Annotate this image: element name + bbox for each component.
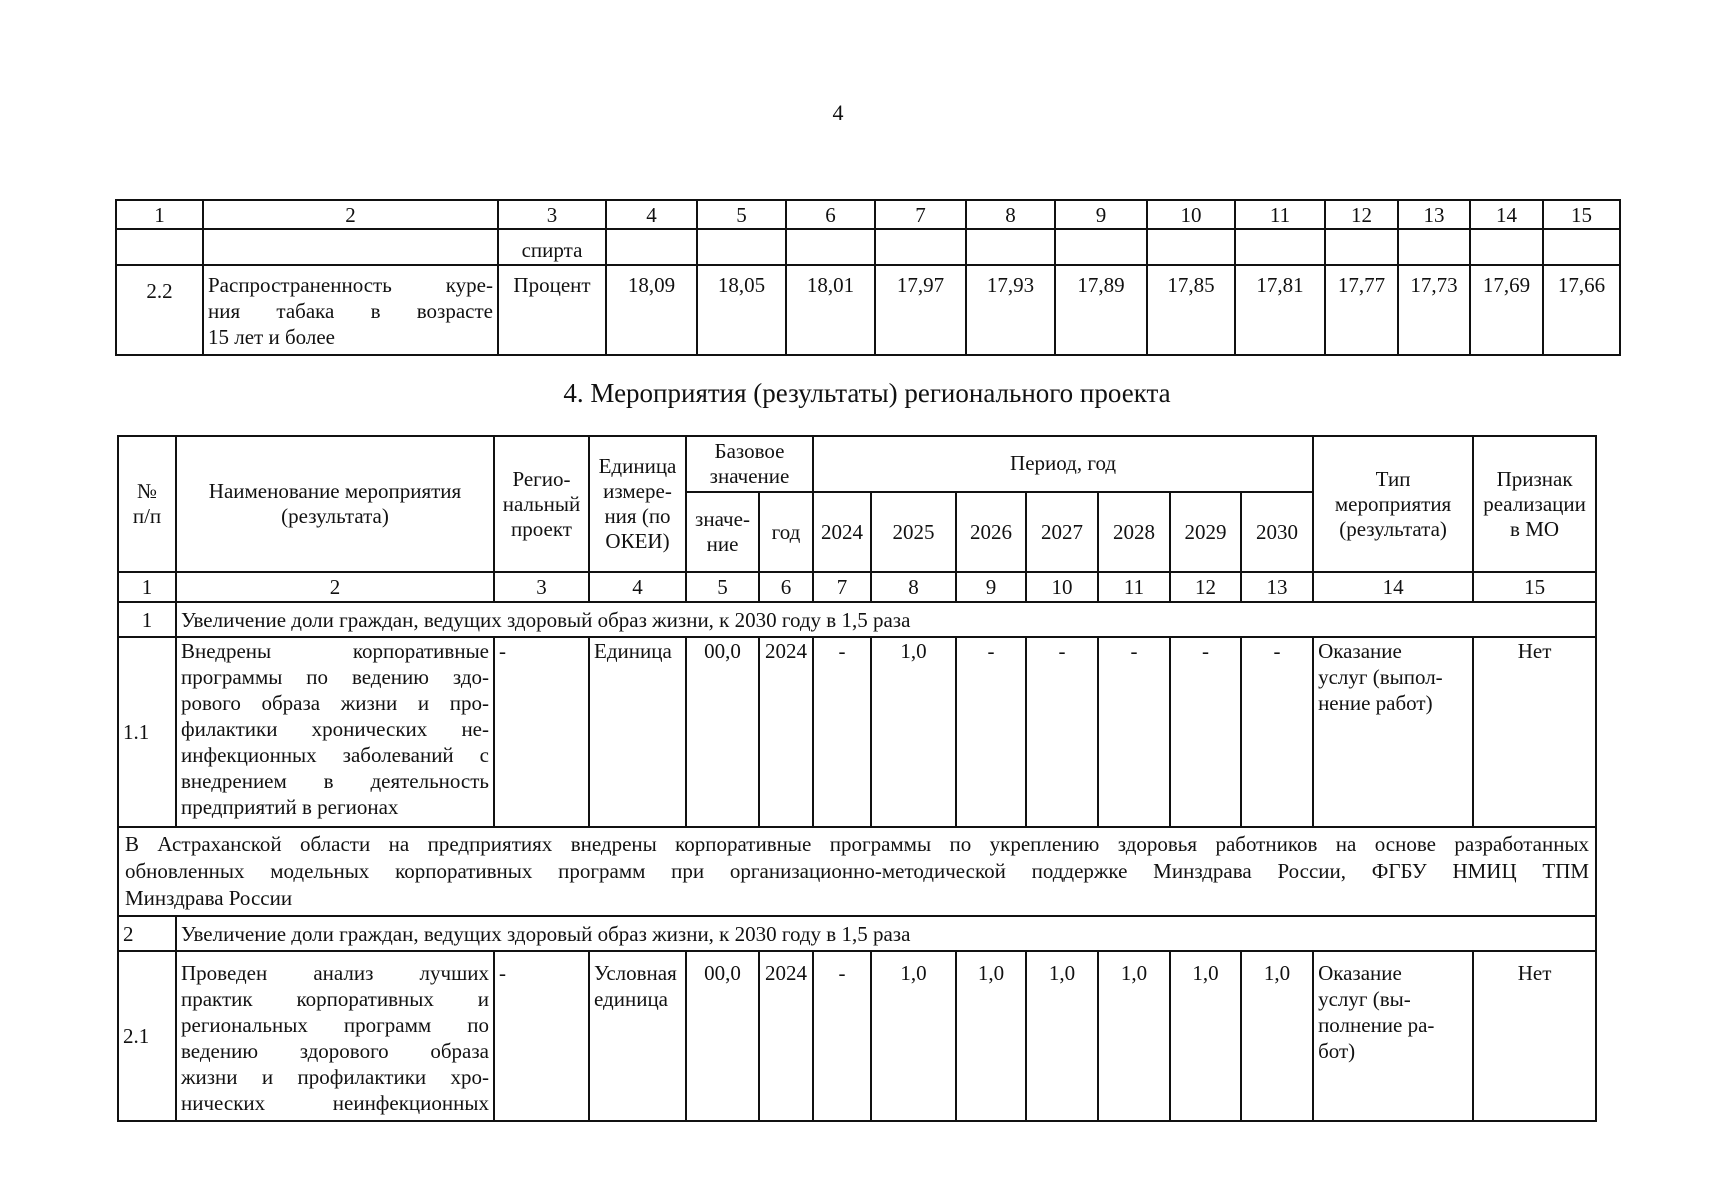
- text-line: значение: [709, 464, 790, 488]
- header-row: [118, 436, 1596, 492]
- text-line: Базовое: [714, 439, 785, 463]
- table-cell: [966, 229, 1055, 265]
- value: 18,09: [606, 265, 697, 355]
- column-number: 11: [1098, 572, 1170, 602]
- header-base-value: [686, 436, 813, 492]
- column-number: 6: [786, 200, 875, 229]
- base-year: 2024: [759, 637, 813, 827]
- year-value: -: [956, 637, 1026, 827]
- base-year: 2024: [759, 951, 813, 1121]
- value: 17,81: [1235, 265, 1325, 355]
- events-table: [117, 435, 1597, 1122]
- unit: [589, 951, 686, 1121]
- text-line: (результата): [281, 504, 389, 528]
- year-value: 1,0: [871, 637, 956, 827]
- column-number: 4: [606, 200, 697, 229]
- table-row: [118, 951, 1596, 1121]
- mo-flag: Нет: [1473, 951, 1596, 1121]
- header-year: 2025: [871, 492, 956, 572]
- item-name: [176, 637, 494, 827]
- text-line: предприятий в регионах: [181, 795, 399, 819]
- column-number: 8: [871, 572, 956, 602]
- text-line: реализации: [1483, 491, 1586, 516]
- event-type: [1313, 951, 1473, 1121]
- group-title: Увеличение доли граждан, ведущих здоровый образ жизни, к 2030 году в 1,5 раза: [176, 602, 1596, 637]
- table-cell: [606, 229, 697, 265]
- value: 18,05: [697, 265, 786, 355]
- text-line: региональных программ по: [181, 1013, 489, 1037]
- header-year: 2030: [1241, 492, 1313, 572]
- column-number: 10: [1026, 572, 1098, 602]
- base-value: 00,0: [686, 951, 759, 1121]
- text-line: единица: [594, 987, 669, 1011]
- text-line: полнение ра-: [1318, 1013, 1435, 1037]
- text-line: Признак: [1496, 466, 1573, 491]
- table-cell: [1543, 229, 1620, 265]
- table-cell: [786, 229, 875, 265]
- header-mo-flag: [1473, 436, 1596, 572]
- unit-fragment: спирта: [498, 229, 606, 265]
- text-line: филактики хронических не-: [181, 717, 489, 741]
- table-cell: [1470, 229, 1543, 265]
- table-row: [116, 229, 1620, 265]
- year-value: -: [1241, 637, 1313, 827]
- event-type: [1313, 637, 1473, 827]
- text-line: Тип: [1375, 466, 1411, 491]
- text-line: ния (по: [604, 504, 671, 528]
- indicators-table-continuation: [115, 199, 1621, 356]
- column-number: 13: [1398, 200, 1470, 229]
- header-unit: [589, 436, 686, 572]
- text-line: практик корпоративных и: [181, 987, 489, 1011]
- column-number: 14: [1313, 572, 1473, 602]
- text-line: Условная: [594, 961, 677, 985]
- text-line: Единица: [594, 639, 672, 663]
- year-value: -: [813, 637, 871, 827]
- value: 17,69: [1470, 265, 1543, 355]
- unit: Процент: [498, 265, 606, 355]
- year-value: 1,0: [1241, 951, 1313, 1121]
- column-number: 4: [589, 572, 686, 602]
- header-year: 2024: [813, 492, 871, 572]
- header-year: 2026: [956, 492, 1026, 572]
- text-line: программы по ведению здо-: [181, 665, 489, 689]
- header-type: [1313, 436, 1473, 572]
- indicator-name: [203, 265, 498, 355]
- text-line: нение работ): [1318, 691, 1433, 715]
- text-line: нических неинфекционных: [181, 1091, 489, 1115]
- row-number: 2.2: [116, 265, 203, 355]
- text-line: обновленных модельных корпоративных программ при организационно-методической поддержке Минздрава России, ФГБУ НМИЦ ТПМ: [125, 859, 1590, 883]
- header-base-year: год: [759, 492, 813, 572]
- column-number: 15: [1543, 200, 1620, 229]
- value: 18,01: [786, 265, 875, 355]
- group-title: Увеличение доли граждан, ведущих здоровый образ жизни, к 2030 году в 1,5 раза: [176, 916, 1596, 951]
- section-title: 4. Мероприятия (результаты) регионального проекта: [563, 378, 1171, 408]
- table-cell: [1398, 229, 1470, 265]
- item-number: 2.1: [118, 951, 176, 1121]
- text-line: Внедрены корпоративные: [181, 639, 489, 663]
- value: 17,66: [1543, 265, 1620, 355]
- table-cell: [203, 229, 498, 265]
- year-value: 1,0: [1170, 951, 1241, 1121]
- column-number: 11: [1235, 200, 1325, 229]
- column-number: 5: [686, 572, 759, 602]
- text-line: Наименование мероприятия: [208, 479, 462, 503]
- table-cell: [1325, 229, 1398, 265]
- year-value: -: [1098, 637, 1170, 827]
- column-number: 13: [1241, 572, 1313, 602]
- column-number: 6: [759, 572, 813, 602]
- header-year: 2027: [1026, 492, 1098, 572]
- year-value: -: [813, 951, 871, 1121]
- text-line: Распространенность куре-: [208, 273, 493, 297]
- year-value: 1,0: [956, 951, 1026, 1121]
- table-cell: [875, 229, 966, 265]
- header-year: 2029: [1170, 492, 1241, 572]
- page-number: 4: [832, 100, 844, 125]
- base-value: 00,0: [686, 637, 759, 827]
- column-number-row: [118, 572, 1596, 602]
- column-number: 12: [1325, 200, 1398, 229]
- year-value: -: [1170, 637, 1241, 827]
- text-line: услуг (вы-: [1318, 987, 1411, 1011]
- text-line: рового образа жизни и про-: [181, 691, 489, 715]
- text-line: ОКЕИ): [605, 529, 670, 553]
- group-number: 1: [118, 602, 176, 637]
- header-regional-project: [494, 436, 589, 572]
- header-num: [118, 436, 176, 572]
- unit: [589, 637, 686, 827]
- table-cell: [1055, 229, 1147, 265]
- table-row: [118, 637, 1596, 827]
- note-row: [118, 827, 1596, 916]
- column-number: 14: [1470, 200, 1543, 229]
- column-number: 3: [498, 200, 606, 229]
- value: 17,85: [1147, 265, 1235, 355]
- year-value: 1,0: [1026, 951, 1098, 1121]
- text-line: Оказание: [1318, 639, 1402, 663]
- text-line: №: [136, 479, 158, 503]
- header-base-val: [686, 492, 759, 572]
- value: 17,77: [1325, 265, 1398, 355]
- column-number: 1: [118, 572, 176, 602]
- text-line: жизни и профилактики хро-: [181, 1065, 489, 1089]
- text-line: п/п: [132, 504, 162, 528]
- table-cell: [1235, 229, 1325, 265]
- text-line: в МО: [1510, 516, 1560, 541]
- column-number: 10: [1147, 200, 1235, 229]
- regional-project: -: [494, 637, 589, 827]
- text-line: внедрением в деятельность: [181, 769, 489, 793]
- text-line: В Астраханской области на предприятиях внедрены корпоративные программы по укреплению здоровья работников на основе разработанных: [125, 832, 1590, 856]
- text-line: ние: [706, 532, 739, 556]
- item-number: 1.1: [118, 637, 176, 827]
- year-value: -: [1026, 637, 1098, 827]
- column-number: 7: [875, 200, 966, 229]
- regional-project: -: [494, 951, 589, 1121]
- text-line: инфекционных заболеваний с: [181, 743, 489, 767]
- text-line: Регио-: [512, 466, 571, 491]
- text-line: ния табака в возрасте: [208, 299, 493, 323]
- text-line: измере-: [603, 479, 672, 503]
- column-number: 8: [966, 200, 1055, 229]
- group-row: [118, 916, 1596, 951]
- header-name: [176, 436, 494, 572]
- value: 17,93: [966, 265, 1055, 355]
- text-line: Оказание: [1318, 961, 1402, 985]
- table-row: [116, 265, 1620, 355]
- text-line: 15 лет и более: [208, 325, 335, 349]
- table-cell: [1147, 229, 1235, 265]
- value: 17,97: [875, 265, 966, 355]
- column-number: 9: [956, 572, 1026, 602]
- column-number: 2: [203, 200, 498, 229]
- text-line: Проведен анализ лучших: [181, 961, 489, 985]
- text-line: услуг (выпол-: [1318, 665, 1443, 689]
- column-number: 1: [116, 200, 203, 229]
- column-number: 3: [494, 572, 589, 602]
- text-line: Минздрава России: [125, 886, 293, 910]
- text-line: значе-: [695, 507, 750, 531]
- text-line: Единица: [598, 454, 677, 478]
- text-line: проект: [511, 516, 572, 541]
- value: 17,73: [1398, 265, 1470, 355]
- column-number: 2: [176, 572, 494, 602]
- item-name: [176, 951, 494, 1121]
- header-year: 2028: [1098, 492, 1170, 572]
- column-number: 9: [1055, 200, 1147, 229]
- year-value: 1,0: [871, 951, 956, 1121]
- column-number: 7: [813, 572, 871, 602]
- table-cell: [697, 229, 786, 265]
- value: 17,89: [1055, 265, 1147, 355]
- text-line: мероприятия: [1334, 491, 1452, 516]
- table-cell: [116, 229, 203, 265]
- year-value: 1,0: [1098, 951, 1170, 1121]
- mo-flag: Нет: [1473, 637, 1596, 827]
- group-number: 2: [118, 916, 176, 951]
- column-number-row: [116, 200, 1620, 229]
- column-number: 15: [1473, 572, 1596, 602]
- text-line: нальный: [502, 491, 581, 516]
- column-number: 12: [1170, 572, 1241, 602]
- group-row: [118, 602, 1596, 637]
- text-line: ведению здорового образа: [181, 1039, 489, 1063]
- text-line: бот): [1318, 1039, 1356, 1063]
- note-text: [118, 827, 1596, 916]
- header-period: Период, год: [813, 436, 1313, 492]
- column-number: 5: [697, 200, 786, 229]
- text-line: (результата): [1339, 516, 1447, 541]
